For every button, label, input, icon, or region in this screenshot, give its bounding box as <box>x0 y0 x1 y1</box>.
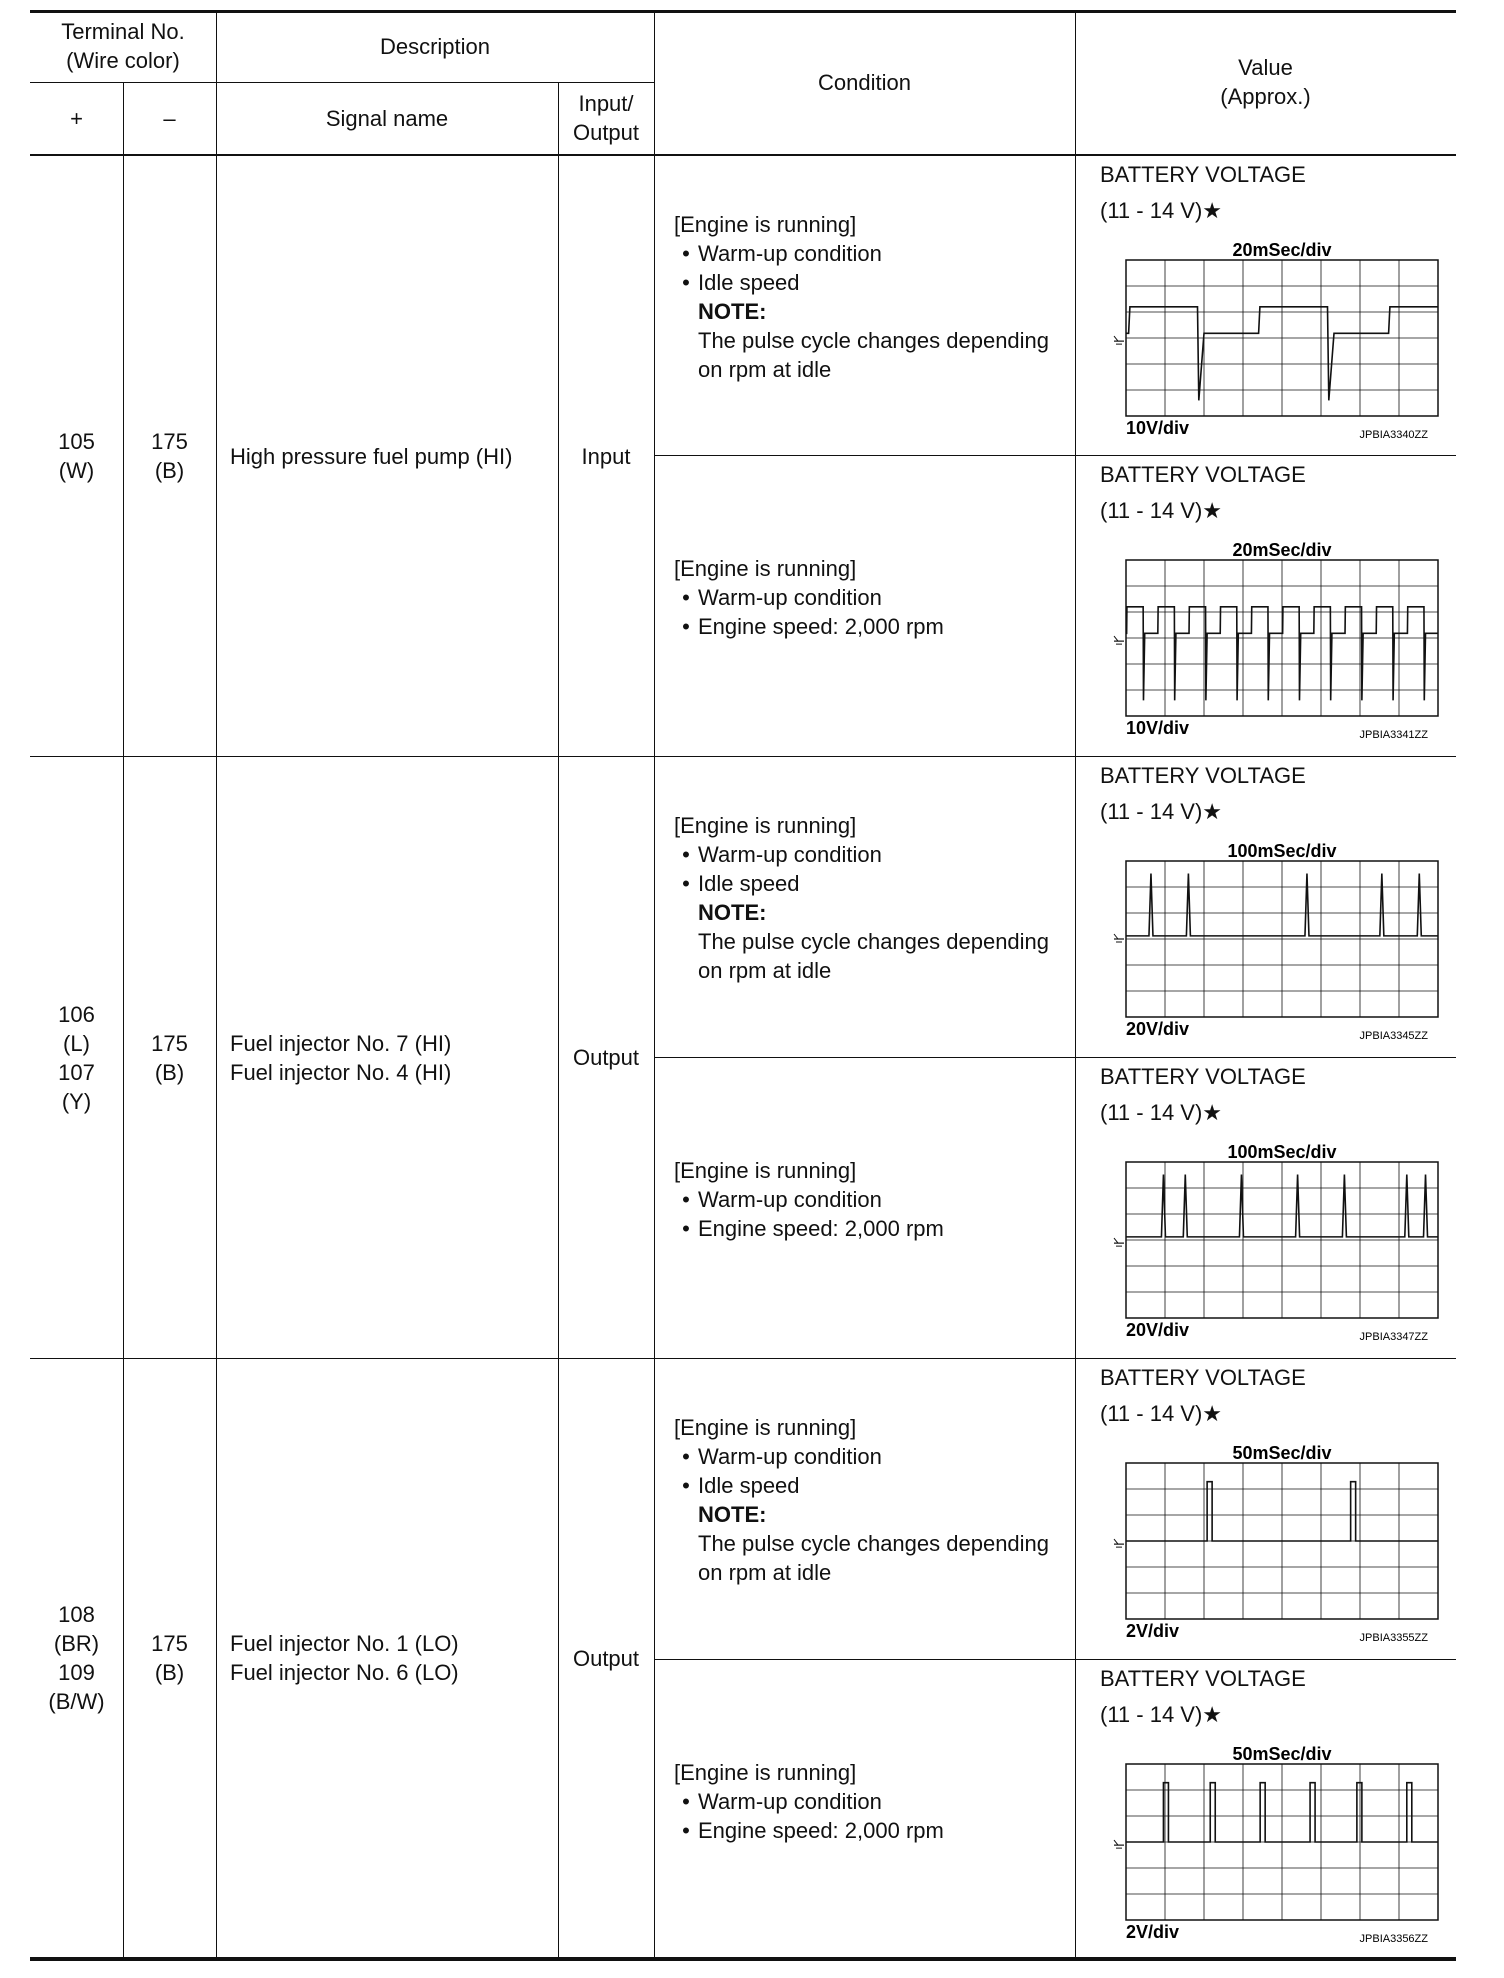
col-rule-2 <box>216 10 217 1958</box>
group-1-plus <box>30 156 123 756</box>
ground-marker <box>1114 1840 1118 1845</box>
condition-item: Warm-up condition <box>698 585 882 610</box>
value-cell-3 <box>1084 757 1456 1057</box>
oscilloscope-waveform <box>1084 1359 1456 1659</box>
bullet: • <box>682 1216 690 1241</box>
header-value-line-1: Value <box>1238 55 1293 80</box>
bullet: • <box>682 241 690 266</box>
group-1-minus <box>123 156 216 756</box>
terminal-minus-wire: (B) <box>154 458 185 483</box>
header-condition <box>654 10 1075 154</box>
condition-heading: [Engine is running] <box>674 556 857 581</box>
condition-heading: [Engine is running] <box>674 1158 857 1183</box>
figure-code: JPBIA3347ZZ <box>1359 1331 1428 1343</box>
group-1-io <box>558 156 654 756</box>
header-condition-label: Condition <box>818 69 911 95</box>
condition-idle-2 <box>674 811 1092 985</box>
terminal-plus-wire: (B/W) <box>48 1689 105 1714</box>
terminal-minus-number: 175 <box>151 429 188 454</box>
voltage-range: (11 - 14 V)★ <box>1100 1401 1223 1426</box>
group-1-signal <box>230 156 558 756</box>
data-table <box>30 10 1456 1972</box>
ground-marker <box>1114 934 1118 939</box>
condition-heading: [Engine is running] <box>674 1415 857 1440</box>
battery-voltage-label: BATTERY VOLTAGE <box>1100 1666 1306 1691</box>
group-2-io <box>558 757 654 1358</box>
volt-div-label: 10V/div <box>1126 418 1190 438</box>
voltage-range: (11 - 14 V)★ <box>1100 799 1223 824</box>
volt-div-label: 2V/div <box>1126 1621 1180 1641</box>
battery-voltage-label: BATTERY VOLTAGE <box>1100 763 1306 788</box>
io-type: Output <box>572 1645 640 1671</box>
value-cell-6 <box>1084 1660 1456 1957</box>
bullet: • <box>682 1473 690 1498</box>
time-div-label: 100mSec/div <box>1227 1142 1337 1162</box>
terminal-minus-number: 175 <box>151 1030 188 1056</box>
battery-voltage-label: BATTERY VOLTAGE <box>1100 462 1306 487</box>
note-label: NOTE: <box>698 1502 767 1527</box>
value-cell-5 <box>1084 1359 1456 1659</box>
terminal-plus-number: 107 <box>58 1059 95 1085</box>
note-text: The pulse cycle changes depending <box>698 1531 1050 1556</box>
header-value-line-2: (Approx.) <box>1220 84 1311 109</box>
voltage-range: (11 - 14 V)★ <box>1100 1100 1223 1125</box>
ground-marker <box>1114 1238 1118 1243</box>
note-text: on rpm at idle <box>698 357 832 382</box>
bullet: • <box>682 1444 690 1469</box>
header-io-line-2: Output <box>572 120 640 145</box>
value-cell-4 <box>1084 1058 1456 1358</box>
ground-marker <box>1114 336 1118 341</box>
header-description-label: Description <box>379 33 491 59</box>
condition-item: Engine speed: 2,000 rpm <box>698 614 944 639</box>
oscilloscope-waveform <box>1084 456 1456 756</box>
time-div-label: 100mSec/div <box>1227 841 1337 861</box>
condition-speed-2 <box>674 1156 1092 1243</box>
condition-item: Engine speed: 2,000 rpm <box>698 1818 944 1843</box>
col-rule-4 <box>654 10 655 1958</box>
condition-idle-1 <box>674 210 1092 384</box>
terminal-plus-number: 108 <box>58 1602 95 1627</box>
group-3-minus <box>123 1359 216 1957</box>
condition-item: Engine speed: 2,000 rpm <box>698 1216 944 1241</box>
group-2-plus <box>30 757 123 1358</box>
note-text: The pulse cycle changes depending <box>698 929 1050 954</box>
time-div-label: 50mSec/div <box>1232 1744 1332 1764</box>
rule-bottom <box>30 1957 1456 1961</box>
time-div-label: 20mSec/div <box>1232 240 1332 260</box>
figure-code: JPBIA3340ZZ <box>1359 429 1428 441</box>
header-description <box>216 10 654 82</box>
group-3-io <box>558 1359 654 1957</box>
terminal-plus-number: 105 <box>58 429 95 454</box>
terminal-plus-wire: (L) <box>63 1030 90 1056</box>
figure-code: JPBIA3356ZZ <box>1359 1933 1428 1945</box>
signal-name: Fuel injector No. 1 (LO) <box>230 1631 459 1656</box>
note-text: on rpm at idle <box>698 1560 832 1585</box>
condition-idle-3 <box>674 1413 1092 1587</box>
note-text: on rpm at idle <box>698 958 832 983</box>
ground-marker <box>1114 1539 1118 1544</box>
oscilloscope-waveform <box>1084 156 1456 455</box>
condition-item: Warm-up condition <box>698 842 882 867</box>
condition-item: Warm-up condition <box>698 1444 882 1469</box>
terminal-plus-wire: (Y) <box>61 1088 92 1114</box>
condition-item: Warm-up condition <box>698 241 882 266</box>
header-signal-name-label: Signal name <box>325 105 449 131</box>
header-plus-label: + <box>70 105 83 131</box>
terminal-plus-wire: (W) <box>58 458 95 483</box>
note-label: NOTE: <box>698 299 767 324</box>
volt-div-label: 20V/div <box>1126 1019 1190 1039</box>
signal-name: Fuel injector No. 7 (HI) <box>230 1030 452 1056</box>
volt-div-label: 10V/div <box>1126 718 1190 738</box>
oscilloscope-waveform <box>1084 757 1456 1057</box>
terminal-plus-wire: (BR) <box>53 1631 100 1656</box>
battery-voltage-label: BATTERY VOLTAGE <box>1100 162 1306 187</box>
terminal-minus-wire: (B) <box>154 1059 185 1085</box>
ground-marker <box>1114 636 1118 641</box>
condition-item: Warm-up condition <box>698 1789 882 1814</box>
oscilloscope-waveform <box>1084 1660 1456 1957</box>
volt-div-label: 2V/div <box>1126 1922 1180 1942</box>
signal-name: High pressure fuel pump (HI) <box>230 443 513 469</box>
condition-heading: [Engine is running] <box>674 813 857 838</box>
battery-voltage-label: BATTERY VOLTAGE <box>1100 1064 1306 1089</box>
condition-item: Warm-up condition <box>698 1187 882 1212</box>
oscilloscope-waveform <box>1084 1058 1456 1358</box>
signal-name: Fuel injector No. 6 (LO) <box>230 1660 459 1685</box>
header-input-output <box>558 82 654 154</box>
note-text: The pulse cycle changes depending <box>698 328 1050 353</box>
note-label: NOTE: <box>698 900 767 925</box>
bullet: • <box>682 585 690 610</box>
header-terminal-label: Terminal No. <box>61 19 185 44</box>
terminal-plus-number: 109 <box>58 1660 95 1685</box>
bullet: • <box>682 614 690 639</box>
condition-item: Idle speed <box>698 871 800 896</box>
condition-heading: [Engine is running] <box>674 212 857 237</box>
header-value <box>1075 10 1456 154</box>
io-type: Input <box>581 443 631 469</box>
condition-item: Idle speed <box>698 1473 800 1498</box>
time-div-label: 50mSec/div <box>1232 1443 1332 1463</box>
condition-heading: [Engine is running] <box>674 1760 857 1785</box>
header-plus <box>30 82 123 154</box>
terminal-minus-wire: (B) <box>154 1660 185 1685</box>
header-terminal <box>30 10 216 82</box>
condition-speed-1 <box>674 554 1092 641</box>
voltage-range: (11 - 14 V)★ <box>1100 1702 1223 1727</box>
voltage-range: (11 - 14 V)★ <box>1100 198 1223 223</box>
group-2-signal <box>230 757 558 1358</box>
group-2-minus <box>123 757 216 1358</box>
signal-name: Fuel injector No. 4 (HI) <box>230 1059 452 1085</box>
figure-code: JPBIA3341ZZ <box>1359 729 1428 741</box>
bullet: • <box>682 871 690 896</box>
time-div-label: 20mSec/div <box>1232 540 1332 560</box>
group-3-plus <box>30 1359 123 1957</box>
value-cell-2 <box>1084 456 1456 756</box>
bullet: • <box>682 1789 690 1814</box>
value-cell-1 <box>1084 156 1456 455</box>
terminal-plus-number: 106 <box>58 1001 95 1027</box>
figure-code: JPBIA3355ZZ <box>1359 1632 1428 1644</box>
bullet: • <box>682 270 690 295</box>
condition-speed-3 <box>674 1758 1092 1845</box>
header-signal-name <box>216 82 558 154</box>
header-io-line-1: Input/ <box>578 91 634 116</box>
bullet: • <box>682 1818 690 1843</box>
header-minus <box>123 82 216 154</box>
voltage-range: (11 - 14 V)★ <box>1100 498 1223 523</box>
io-type: Output <box>572 1045 640 1070</box>
volt-div-label: 20V/div <box>1126 1320 1190 1340</box>
figure-code: JPBIA3345ZZ <box>1359 1030 1428 1042</box>
bullet: • <box>682 1187 690 1212</box>
header-minus-label: – <box>163 105 176 131</box>
battery-voltage-label: BATTERY VOLTAGE <box>1100 1365 1306 1390</box>
group-3-signal <box>230 1359 558 1957</box>
condition-item: Idle speed <box>698 270 800 295</box>
header-wire-color-label: (Wire color) <box>66 48 180 73</box>
terminal-minus-number: 175 <box>151 1631 188 1656</box>
bullet: • <box>682 842 690 867</box>
